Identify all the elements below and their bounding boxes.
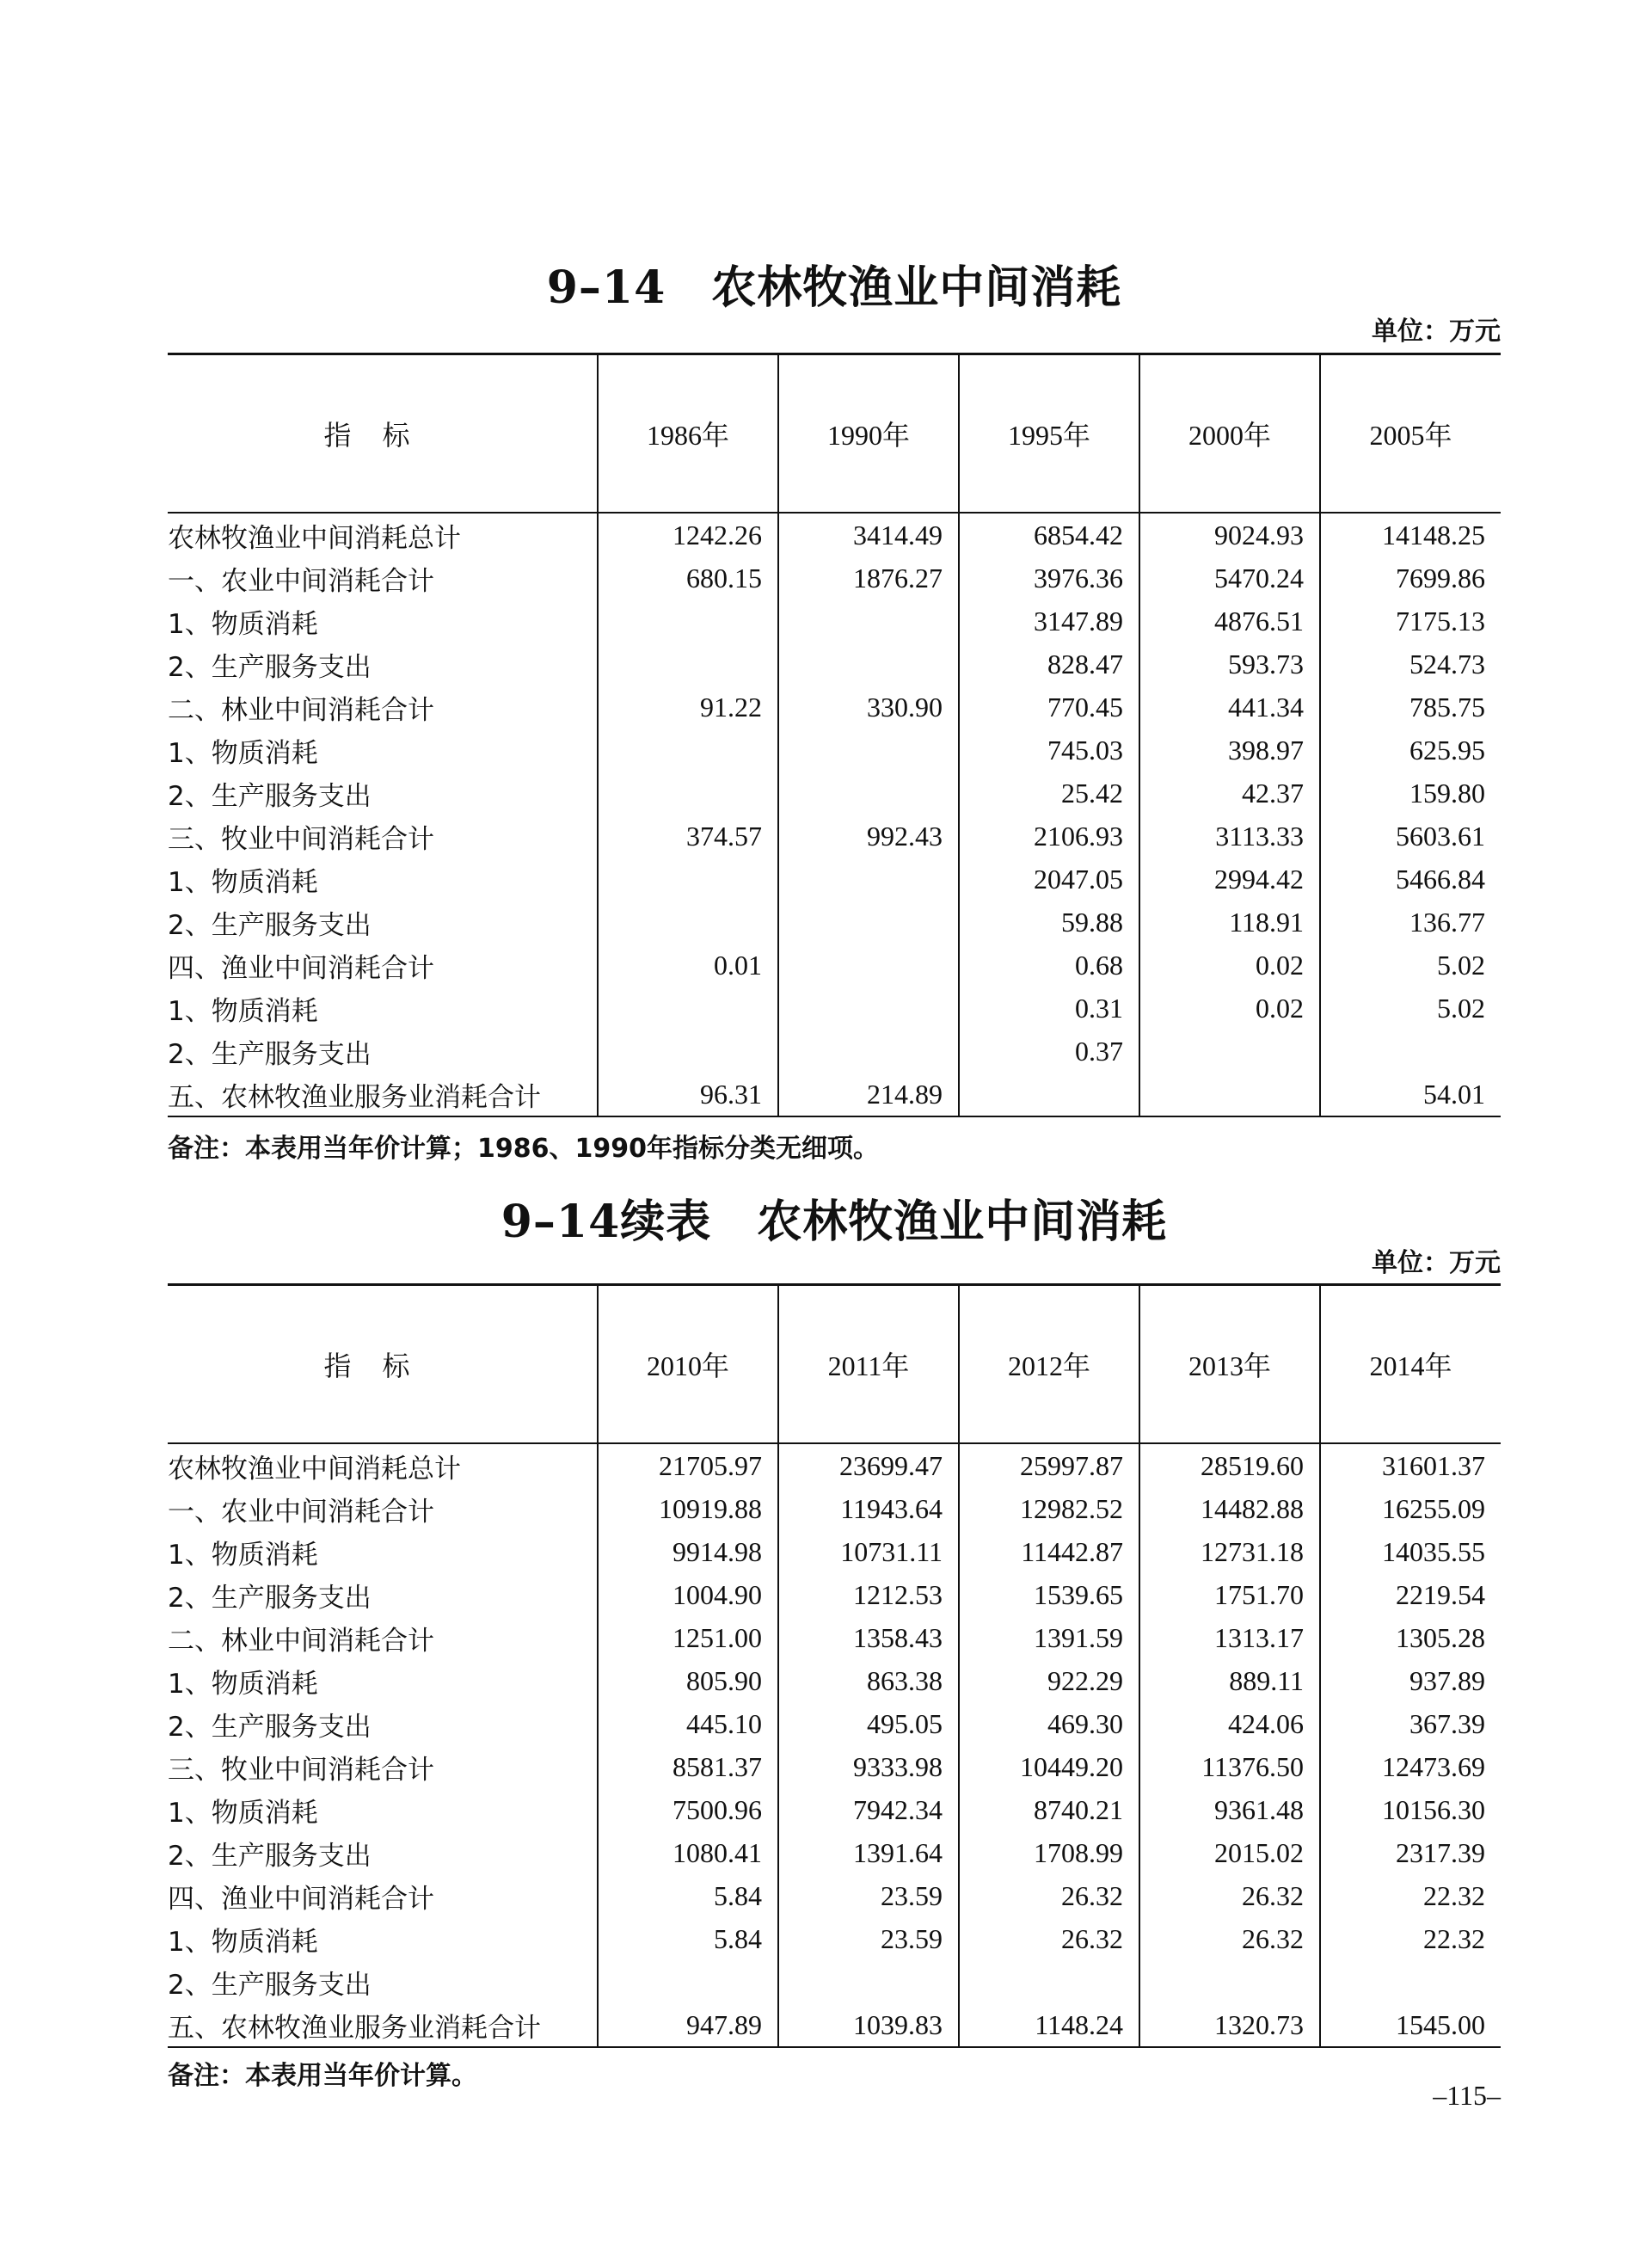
value-cell: 1358.43 [778, 1616, 959, 1659]
value-cell [598, 1960, 778, 2003]
table-row [168, 2003, 1501, 2047]
value-cell: 2047.05 [959, 858, 1139, 901]
table-title: 9–14续表 农林牧渔业中间消耗 [501, 1196, 1168, 1248]
value-cell: 2317.39 [1320, 1831, 1501, 1874]
value-cell [959, 1073, 1139, 1116]
row-label: 2、生产服务支出 [168, 1711, 372, 1743]
value-cell: 398.97 [1139, 729, 1320, 772]
value-cell [1139, 1960, 1320, 2003]
table-row [168, 729, 1501, 772]
value-cell: 10919.88 [598, 1487, 778, 1530]
value-cell: 9024.93 [1139, 513, 1320, 557]
value-cell: 2994.42 [1139, 858, 1320, 901]
value-cell: 330.90 [778, 686, 959, 729]
header-year: 2000年 [1139, 354, 1320, 514]
value-cell: 745.03 [959, 729, 1139, 772]
value-cell: 136.77 [1320, 901, 1501, 944]
value-cell: 11376.50 [1139, 1745, 1320, 1788]
value-cell: 1708.99 [959, 1831, 1139, 1874]
value-cell: 0.37 [959, 1030, 1139, 1073]
table-note: 备注：本表用当年价计算；1986、1990年指标分类无细项。 [168, 1134, 879, 1164]
value-cell: 625.95 [1320, 729, 1501, 772]
table-row [168, 815, 1501, 858]
row-label: 二、林业中间消耗合计 [168, 1625, 434, 1657]
data-table [168, 353, 1501, 1117]
value-cell: 889.11 [1139, 1659, 1320, 1702]
value-cell [778, 858, 959, 901]
value-cell: 1212.53 [778, 1573, 959, 1616]
table-row [168, 686, 1501, 729]
value-cell: 12982.52 [959, 1487, 1139, 1530]
value-cell: 16255.09 [1320, 1487, 1501, 1530]
value-cell: 0.68 [959, 944, 1139, 987]
row-label: 1、物质消耗 [168, 1797, 318, 1829]
value-cell: 828.47 [959, 643, 1139, 686]
row-label: 1、物质消耗 [168, 866, 318, 898]
value-cell: 424.06 [1139, 1702, 1320, 1745]
row-label: 四、渔业中间消耗合计 [168, 1883, 434, 1915]
value-cell: 14035.55 [1320, 1530, 1501, 1573]
value-cell: 5.84 [598, 1874, 778, 1917]
value-cell: 5470.24 [1139, 557, 1320, 600]
value-cell: 445.10 [598, 1702, 778, 1745]
header-row [168, 354, 1501, 514]
value-cell: 947.89 [598, 2003, 778, 2047]
table-title: 9–14 农林牧渔业中间消耗 [546, 261, 1122, 314]
value-cell: 805.90 [598, 1659, 778, 1702]
header-year: 2014年 [1320, 1285, 1501, 1444]
row-label: 一、农业中间消耗合计 [168, 1496, 434, 1528]
value-cell [1320, 1960, 1501, 2003]
value-cell [959, 1960, 1139, 2003]
value-cell [778, 643, 959, 686]
value-cell: 0.02 [1139, 944, 1320, 987]
value-cell: 1545.00 [1320, 2003, 1501, 2047]
value-cell: 118.91 [1139, 901, 1320, 944]
value-cell: 14148.25 [1320, 513, 1501, 557]
value-cell: 14482.88 [1139, 1487, 1320, 1530]
value-cell [778, 1960, 959, 2003]
value-cell: 5.02 [1320, 987, 1501, 1030]
table-row [168, 1530, 1501, 1573]
header-year: 2013年 [1139, 1285, 1320, 1444]
row-label: 五、农林牧渔业服务业消耗合计 [168, 2003, 598, 2047]
header-year: 2011年 [778, 1285, 959, 1444]
value-cell [598, 600, 778, 643]
table-row [168, 944, 1501, 987]
table-row [168, 1831, 1501, 1874]
value-cell: 31601.37 [1320, 1443, 1501, 1487]
value-cell: 992.43 [778, 815, 959, 858]
row-label: 1、物质消耗 [168, 1926, 318, 1958]
value-cell: 23699.47 [778, 1443, 959, 1487]
table-row [168, 1030, 1501, 1073]
value-cell: 42.37 [1139, 772, 1320, 815]
value-cell: 7942.34 [778, 1788, 959, 1831]
value-cell [778, 772, 959, 815]
value-cell: 2015.02 [1139, 1831, 1320, 1874]
value-cell [778, 987, 959, 1030]
header-indicator: 指标 [168, 1285, 598, 1444]
value-cell [598, 729, 778, 772]
value-cell: 524.73 [1320, 643, 1501, 686]
row-label: 2、生产服务支出 [168, 909, 372, 941]
value-cell: 214.89 [778, 1073, 959, 1116]
value-cell: 441.34 [1139, 686, 1320, 729]
value-cell: 1320.73 [1139, 2003, 1320, 2047]
row-label: 三、牧业中间消耗合计 [168, 1754, 434, 1786]
value-cell [598, 987, 778, 1030]
value-cell: 91.22 [598, 686, 778, 729]
row-label: 二、林业中间消耗合计 [168, 694, 434, 726]
value-cell [1320, 1030, 1501, 1073]
value-cell: 26.32 [959, 1917, 1139, 1960]
value-cell: 922.29 [959, 1659, 1139, 1702]
value-cell [778, 600, 959, 643]
value-cell: 6854.42 [959, 513, 1139, 557]
value-cell: 12473.69 [1320, 1745, 1501, 1788]
row-label: 2、生产服务支出 [168, 1969, 372, 2001]
table-row [168, 987, 1501, 1030]
row-label: 农林牧渔业中间消耗总计 [168, 522, 461, 554]
table-row [168, 1573, 1501, 1616]
value-cell [598, 772, 778, 815]
value-cell: 25997.87 [959, 1443, 1139, 1487]
table-row [168, 901, 1501, 944]
header-indicator: 指标 [168, 354, 598, 514]
value-cell: 2219.54 [1320, 1573, 1501, 1616]
header-year: 2012年 [959, 1285, 1139, 1444]
value-cell: 12731.18 [1139, 1530, 1320, 1573]
value-cell: 26.32 [1139, 1874, 1320, 1917]
row-label: 2、生产服务支出 [168, 780, 372, 812]
value-cell: 54.01 [1320, 1073, 1501, 1116]
value-cell: 5466.84 [1320, 858, 1501, 901]
value-cell: 26.32 [959, 1874, 1139, 1917]
value-cell: 10156.30 [1320, 1788, 1501, 1831]
value-cell: 1039.83 [778, 2003, 959, 2047]
value-cell: 1305.28 [1320, 1616, 1501, 1659]
value-cell: 469.30 [959, 1702, 1139, 1745]
data-table [168, 1283, 1501, 2048]
value-cell: 28519.60 [1139, 1443, 1320, 1487]
row-label: 2、生产服务支出 [168, 1038, 372, 1070]
table-row [168, 1917, 1501, 1960]
table-note: 备注：本表用当年价计算。 [168, 2061, 477, 2091]
table-row [168, 858, 1501, 901]
row-label: 1、物质消耗 [168, 1668, 318, 1700]
value-cell: 8581.37 [598, 1745, 778, 1788]
value-cell: 21705.97 [598, 1443, 778, 1487]
value-cell: 937.89 [1320, 1659, 1501, 1702]
value-cell: 680.15 [598, 557, 778, 600]
value-cell: 495.05 [778, 1702, 959, 1745]
value-cell: 9333.98 [778, 1745, 959, 1788]
row-label: 1、物质消耗 [168, 608, 318, 640]
value-cell: 5.84 [598, 1917, 778, 1960]
value-cell: 1004.90 [598, 1573, 778, 1616]
value-cell [778, 1030, 959, 1073]
value-cell [598, 901, 778, 944]
value-cell: 10449.20 [959, 1745, 1139, 1788]
value-cell: 1539.65 [959, 1573, 1139, 1616]
value-cell: 367.39 [1320, 1702, 1501, 1745]
value-cell: 770.45 [959, 686, 1139, 729]
value-cell: 11442.87 [959, 1530, 1139, 1573]
value-cell: 1391.59 [959, 1616, 1139, 1659]
value-cell: 1313.17 [1139, 1616, 1320, 1659]
row-label: 三、牧业中间消耗合计 [168, 823, 434, 855]
row-label: 五、农林牧渔业服务业消耗合计 [168, 1073, 598, 1116]
row-label: 2、生产服务支出 [168, 1582, 372, 1614]
value-cell: 1391.64 [778, 1831, 959, 1874]
value-cell: 0.02 [1139, 987, 1320, 1030]
table-row [168, 1960, 1501, 2003]
value-cell: 1148.24 [959, 2003, 1139, 2047]
value-cell: 863.38 [778, 1659, 959, 1702]
value-cell: 785.75 [1320, 686, 1501, 729]
value-cell: 1251.00 [598, 1616, 778, 1659]
table-row [168, 513, 1501, 557]
table-row [168, 1874, 1501, 1917]
table-row [168, 1616, 1501, 1659]
value-cell [1139, 1073, 1320, 1116]
value-cell: 96.31 [598, 1073, 778, 1116]
page-number: –115– [1433, 2080, 1501, 2111]
value-cell: 26.32 [1139, 1917, 1320, 1960]
table-row [168, 1659, 1501, 1702]
value-cell: 9361.48 [1139, 1788, 1320, 1831]
value-cell: 0.31 [959, 987, 1139, 1030]
value-cell: 159.80 [1320, 772, 1501, 815]
row-label: 农林牧渔业中间消耗总计 [168, 1453, 461, 1485]
value-cell: 10731.11 [778, 1530, 959, 1573]
value-cell: 3147.89 [959, 600, 1139, 643]
value-cell [778, 901, 959, 944]
value-cell: 7175.13 [1320, 600, 1501, 643]
value-cell: 593.73 [1139, 643, 1320, 686]
value-cell: 5603.61 [1320, 815, 1501, 858]
header-year: 2005年 [1320, 354, 1501, 514]
value-cell: 3414.49 [778, 513, 959, 557]
unit-label: 单位：万元 [1372, 1248, 1501, 1278]
value-cell: 0.01 [598, 944, 778, 987]
value-cell: 8740.21 [959, 1788, 1139, 1831]
table-row [168, 643, 1501, 686]
value-cell: 1876.27 [778, 557, 959, 600]
value-cell [598, 643, 778, 686]
value-cell [598, 858, 778, 901]
row-label: 一、农业中间消耗合计 [168, 565, 434, 597]
value-cell: 3113.33 [1139, 815, 1320, 858]
value-cell: 23.59 [778, 1917, 959, 1960]
value-cell: 59.88 [959, 901, 1139, 944]
value-cell: 22.32 [1320, 1917, 1501, 1960]
value-cell [778, 729, 959, 772]
value-cell: 9914.98 [598, 1530, 778, 1573]
table-row [168, 1702, 1501, 1745]
row-label: 1、物质消耗 [168, 737, 318, 769]
value-cell: 1242.26 [598, 513, 778, 557]
table-row [168, 1073, 1501, 1116]
header-row [168, 1285, 1501, 1444]
header-year: 1990年 [778, 354, 959, 514]
table-row [168, 557, 1501, 600]
value-cell: 7699.86 [1320, 557, 1501, 600]
value-cell [778, 944, 959, 987]
value-cell: 7500.96 [598, 1788, 778, 1831]
row-label: 2、生产服务支出 [168, 1840, 372, 1872]
table-row [168, 1745, 1501, 1788]
header-year: 1995年 [959, 354, 1139, 514]
value-cell: 374.57 [598, 815, 778, 858]
value-cell: 2106.93 [959, 815, 1139, 858]
table-row [168, 1443, 1501, 1487]
unit-label: 单位：万元 [1372, 317, 1501, 347]
value-cell [1139, 1030, 1320, 1073]
header-year: 2010年 [598, 1285, 778, 1444]
header-year: 1986年 [598, 354, 778, 514]
row-label: 1、物质消耗 [168, 1539, 318, 1571]
row-label: 1、物质消耗 [168, 995, 318, 1027]
value-cell: 22.32 [1320, 1874, 1501, 1917]
value-cell: 3976.36 [959, 557, 1139, 600]
value-cell: 4876.51 [1139, 600, 1320, 643]
table-row [168, 1788, 1501, 1831]
table-row [168, 600, 1501, 643]
value-cell [598, 1030, 778, 1073]
table-row [168, 1487, 1501, 1530]
value-cell: 23.59 [778, 1874, 959, 1917]
value-cell: 25.42 [959, 772, 1139, 815]
value-cell: 5.02 [1320, 944, 1501, 987]
row-label: 2、生产服务支出 [168, 651, 372, 683]
value-cell: 11943.64 [778, 1487, 959, 1530]
value-cell: 1080.41 [598, 1831, 778, 1874]
table-row [168, 772, 1501, 815]
value-cell: 1751.70 [1139, 1573, 1320, 1616]
row-label: 四、渔业中间消耗合计 [168, 952, 434, 984]
